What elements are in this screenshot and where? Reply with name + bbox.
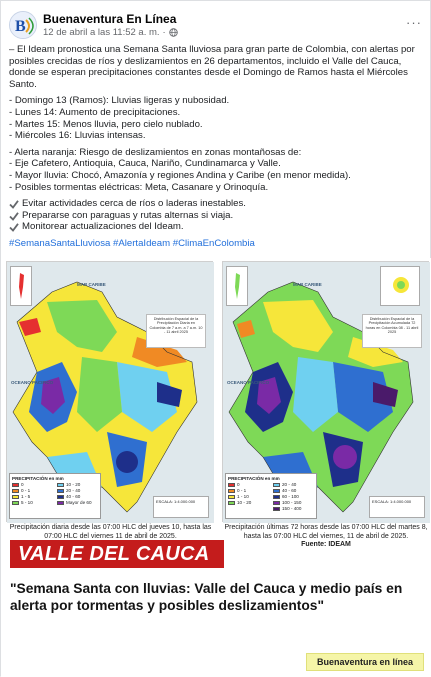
legend-label: 150 - 400 [282,506,302,511]
check-icon [9,199,19,209]
legend-label: 1 - 10 [237,494,249,499]
legend-item [12,500,53,505]
sea-label: OCEANO PACIFICO [227,380,270,385]
legend-item [57,488,98,493]
legend-swatch [12,483,19,487]
brand-tag: Buenaventura en línea [306,653,424,671]
legend-label: 20 - 40 [66,488,81,493]
legend-label: 0 - 1 [237,488,247,493]
alert-line: - Mayor lluvia: Chocó, Amazonía y regiones Andina y Caribe (en menor medida). [9,169,351,181]
precipitation-map-72h [222,261,429,522]
tip-item [9,198,424,210]
hashtag-link[interactable]: #ClimaEnColombia [172,237,255,249]
legend-label: 40 - 60 [282,488,297,493]
page-logo-icon [10,12,37,39]
map-legend [9,473,101,519]
legend-label: 20 - 40 [282,482,297,487]
hashtag-link[interactable]: #AlertaIdeam [113,237,171,249]
sea-label: OCEANO PACIFICO [11,380,54,385]
post-body [9,44,424,250]
legend-item [273,500,314,505]
forecast-line: - Martes 15: Menos lluvia, pero cielo nublado. [9,118,203,130]
island-inset-graphic [11,267,33,307]
tip-item [9,221,424,233]
caption-text: Precipitación últimas 72 horas desde las 07:00 HLC del martes 8, hasta las 07:00 HLC del viernes, 11 de abril de 2025. [224,524,428,540]
forecast-line: - Miércoles 16: Lluvias intensas. [9,130,146,142]
legend-label: 1 - 5 [21,494,31,499]
legend-swatch [273,483,280,487]
legend-swatch [12,501,19,505]
legend-swatch [12,495,19,499]
island-inset-graphic [227,267,249,307]
legend-label: 0 - 1 [21,488,31,493]
sea-label: MAR CARIBE [293,282,322,287]
legend-item [228,500,269,505]
legend-item [12,482,53,487]
legend-swatch [57,489,64,493]
precipitation-map-daily [6,261,213,522]
tip-text: Prepararse con paraguas y rutas alternas si viaja. [22,209,234,221]
legend-item [273,494,314,499]
caption-source: Fuente: IDEAM [301,541,351,548]
post-timestamp[interactable]: 12 de abril a las 11:52 a. m. [43,27,160,38]
legend-item [273,488,314,493]
map-scale: ESCALA: 1:4.000.000 [369,496,425,518]
weather-icon-inset [380,266,420,306]
map-caption-left: Precipitación diaria desde las 07:00 HLC del jueves 10, hasta las 07:00 HLC del viernes 11 de abril de 2025. [9,524,212,540]
legend-item [57,482,98,487]
image-headline: "Semana Santa con lluvias: Valle del Cauca y medio país en alerta por tormentas y posibles deslizamientos" [10,581,403,613]
legend-label: 60 - 100 [282,494,299,499]
legend-label: Mayor de 60 [66,500,92,505]
legend-item [273,506,314,511]
page-name[interactable]: Buenaventura En Línea [43,12,177,26]
map-scale: ESCALA: 1:4.000.000 [153,496,209,518]
legend-swatch [228,483,235,487]
legend-item [228,482,269,487]
legend-item [228,494,269,499]
legend-label: 10 - 20 [66,482,81,487]
legend-swatch [228,495,235,499]
post-meta [43,27,178,38]
post-image[interactable] [1,258,431,677]
legend-swatch [273,507,280,511]
legend-swatch [57,483,64,487]
legend-item [273,482,314,487]
legend-swatch [273,495,280,499]
legend-swatch [57,501,64,505]
legend-swatch [12,489,19,493]
legend-label: 0 [237,482,240,487]
legend-swatch [228,501,235,505]
check-icon [9,211,19,221]
map-caption-right [223,524,429,550]
hashtag-link[interactable]: #SemanaSantaLluviosa [9,237,111,249]
legend-swatch [273,501,280,505]
audience-globe-icon[interactable] [169,28,178,37]
legend-item [57,494,98,499]
forecast-line: - Lunes 14: Aumento de precipitaciones. [9,106,181,118]
sea-label: MAR CARIBE [77,282,106,287]
legend-swatch [273,489,280,493]
alert-line: - Eje Cafetero, Antioquia, Cauca, Nariño, Cundinamarca y Valle. [9,158,281,170]
sun-rain-icon [381,267,421,307]
hashtags [9,238,424,250]
legend-label: 40 - 60 [66,494,81,499]
alert-line: - Alerta naranja: Riesgo de deslizamientos en zonas montañosas de: [9,146,302,158]
check-icon [9,222,19,232]
post-intro: – El Ideam pronostica una Semana Santa lluviosa para gran parte de Colombia, con alertas por posibles crecidas de ríos y deslizamientos en 26 departamentos, incluido el Valle del Cauca, donde se esperan precipitaciones constantes desde el Domingo de Ramos hasta el Miércoles Santo. [9,44,415,90]
legend-title: PRECIPITACIÓN en mm [12,476,64,481]
legend-item [12,494,53,499]
legend-item [12,488,53,493]
tip-text: Evitar actividades cerca de ríos o laderas inestables. [22,198,246,210]
map-legend [225,473,317,519]
tip-item [9,210,424,222]
legend-item [228,488,269,493]
legend-swatch [228,489,235,493]
map-title-box: Distribución Espacial de la Precipitación Acumulada 72 horas en Colombia 08 - 11 abril 2025 [362,314,422,348]
legend-title: PRECIPITACIÓN en mm [228,476,280,481]
page-avatar[interactable] [9,11,37,39]
post-header [9,11,424,41]
tip-text: Monitorear actualizaciones del Ideam. [22,221,184,233]
legend-label: 10 - 20 [237,500,252,505]
region-banner: VALLE DEL CAUCA [10,540,224,568]
legend-label: 0 [21,482,24,487]
island-inset [226,266,248,306]
alert-line: - Posibles tormentas eléctricas: Meta, Casanare y Orinoquía. [9,181,269,193]
legend-item [228,506,269,511]
legend-label: 5 - 10 [21,500,33,505]
legend-label: 100 - 150 [282,500,302,505]
legend-item [57,500,98,505]
map-title-box: Distribución Espacial de la Precipitación Diaria en Colombia de 7 a.m. a 7 a.m. 10 - 11 abril 2025 [146,314,206,348]
forecast-line: - Domingo 13 (Ramos): Lluvias ligeras y nubosidad. [9,95,230,107]
more-options-icon[interactable]: ··· [406,15,422,30]
legend-swatch [57,495,64,499]
svg-text:B: B [15,18,26,35]
meta-separator: · [162,27,166,38]
island-inset [10,266,32,306]
